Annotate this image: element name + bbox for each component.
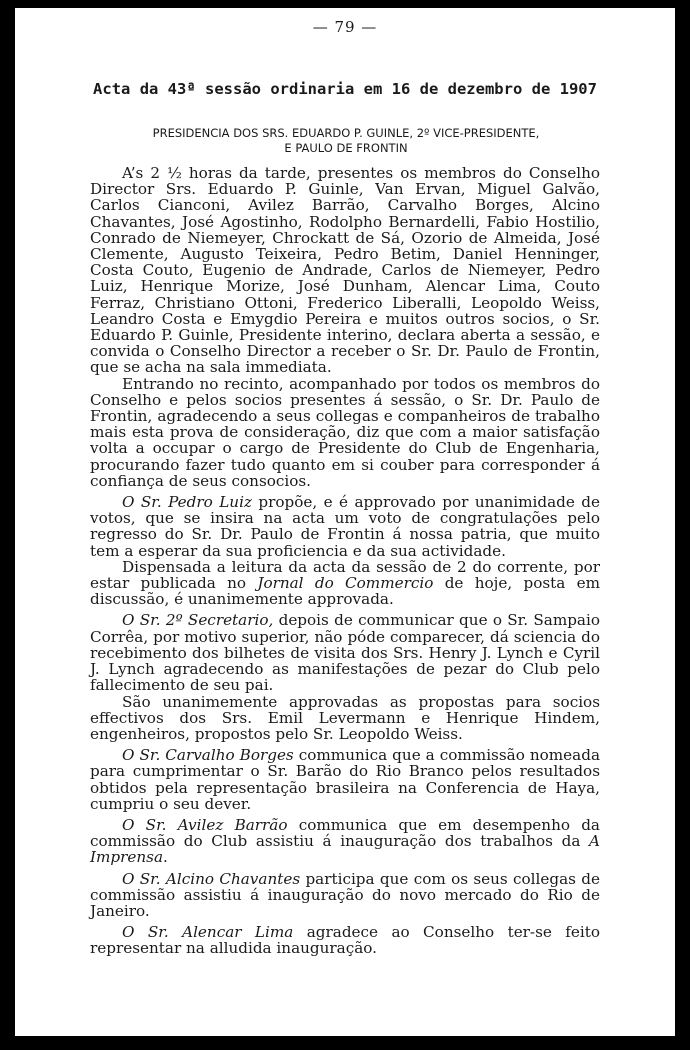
paragraph-text: A’s 2 ½ horas da tarde, presentes os membros do Conselho Director Srs. Eduardo P. Guinle, Van Ervan, Miguel Galvão, Carlos Cianconi, Avilez Barrão, Carvalho Borges, Alcino Chavantes, José Agostinho, Rodolpho Bernardelli, Fabio Hostilio, Conrado de Niemeyer, Chrockatt de Sá, Ozorio de Almeida, José Clemente, Augusto Teixeira, Pedro Betim, Daniel Henninger, Costa Couto, Eugenio de Andrade, Carlos de Niemeyer, Pedro Luiz, Henrique Morize, José Dunham, Alencar Lima, Couto Ferraz, Christiano Ottoni, Frederico Liberalli, Leopoldo Weiss, Leandro Costa e Emygdio Pereira e muitos outros socios, o Sr. Eduardo P. Guinle, Presidente interino, declara aberta a sessão, e convida o Conselho Director a receber o Sr. Dr. Paulo de Frontin, que se acha na sala immediata.: [90, 164, 600, 377]
paragraph-text: São unanimemente approvadas as propostas para socios effectivos dos Srs. Emil Levermann e Henrique Hindem, engenheiros, propostos pelo Sr. Leopoldo Weiss.: [90, 692, 600, 743]
paragraph-text: Dispensada a leitura da acta da sessão de 2 do corrente, por estar publicada no: [90, 557, 600, 593]
paragraph-text: Entrando no recinto, acompanhado por todos os membros do Conselho e pelos socios presentes á sessão, o Sr. Dr. Paulo de Frontin, agradecendo a seus collegas e companheiros de trabalho mais esta prova de consideração, diz que com a maior satisfação volta a occupar o cargo de Presidente do Club de Engenharia, procurando fazer tudo quanto em si couber para corresponder á confiança de seus consocios.: [90, 374, 600, 490]
paragraph-carvalho-borges: [90, 747, 600, 812]
journal-name: A Imprensa: [90, 832, 600, 867]
minutes-body: [90, 165, 600, 962]
presidency-header: [89, 126, 603, 156]
paragraph-alencar-lima: [90, 924, 600, 956]
paragraph-text: propõe, e é approvado por unanimidade de votos, que se insira na acta um voto de congratulações pelo regresso do Sr. Dr. Paulo de Frontin á nossa patria, que muito tem a esperar da sua proficiencia e da sua actividade.: [90, 493, 600, 560]
paragraph-new-members: [90, 694, 600, 743]
page-number: — 79 —: [312, 18, 378, 36]
presidency-line-1: PRESIDENCIA DOS SRS. EDUARDO P. GUINLE, 2º VICE-PRESIDENTE,: [152, 126, 540, 140]
paragraph-avilez-barrao: [90, 817, 600, 866]
paragraph-opening: [90, 165, 600, 376]
paragraph-frontin-speech: [90, 376, 600, 489]
speaker-name: O Sr. 2º Secretario,: [122, 611, 274, 630]
page-title: Acta da 43ª sessão ordinaria em 16 de dezembro de 1907: [93, 80, 597, 98]
paragraph-minutes-approval: [90, 559, 600, 608]
journal-name: Jornal do Commercio: [257, 574, 434, 593]
presidency-line-2: E PAULO DE FRONTIN: [284, 141, 408, 155]
paragraph-pedro-luiz: [90, 494, 600, 559]
paragraph-text: de hoje, posta em discussão, é unanimemente approvada.: [90, 574, 601, 609]
paragraph-secretary: [90, 612, 600, 693]
paragraph-text: agradece ao Conselho ter-se feito representar na alludida inauguração.: [90, 923, 600, 958]
paragraph-text: communica que em desempenho da commissão do Club assistiu á inauguração dos trabalhos da: [90, 815, 600, 851]
paragraph-text: .: [163, 848, 168, 867]
speaker-name: O Sr. Alcino Chavantes: [122, 869, 301, 888]
speaker-name: O Sr. Pedro Luiz: [122, 493, 252, 512]
document-page: [15, 8, 675, 1036]
paragraph-text: participa que com os seus collegas de commissão assistiu á inauguração do novo mercado do Rio de Janeiro.: [90, 869, 600, 920]
speaker-name: O Sr. Avilez Barrão: [122, 815, 288, 834]
speaker-name: O Sr. Carvalho Borges: [122, 746, 294, 765]
paragraph-alcino-chavantes: [90, 871, 600, 920]
paragraph-text: depois de communicar que o Sr. Sampaio Corrêa, por motivo superior, não póde comparecer, dá sciencia do recebimento dos bilhetes de visita dos Srs. Henry J. Lynch e Cyril J. Lynch agradecendo as manifestações de pezar do Club pelo fallecimento de seu pai.: [90, 611, 600, 695]
paragraph-text: communica que a commissão nomeada para cumprimentar o Sr. Barão do Rio Branco pelos resultados obtidos pela representação brasileira na Conferencia de Haya, cumpriu o seu dever.: [90, 746, 601, 813]
speaker-name: O Sr. Alencar Lima: [122, 923, 294, 942]
